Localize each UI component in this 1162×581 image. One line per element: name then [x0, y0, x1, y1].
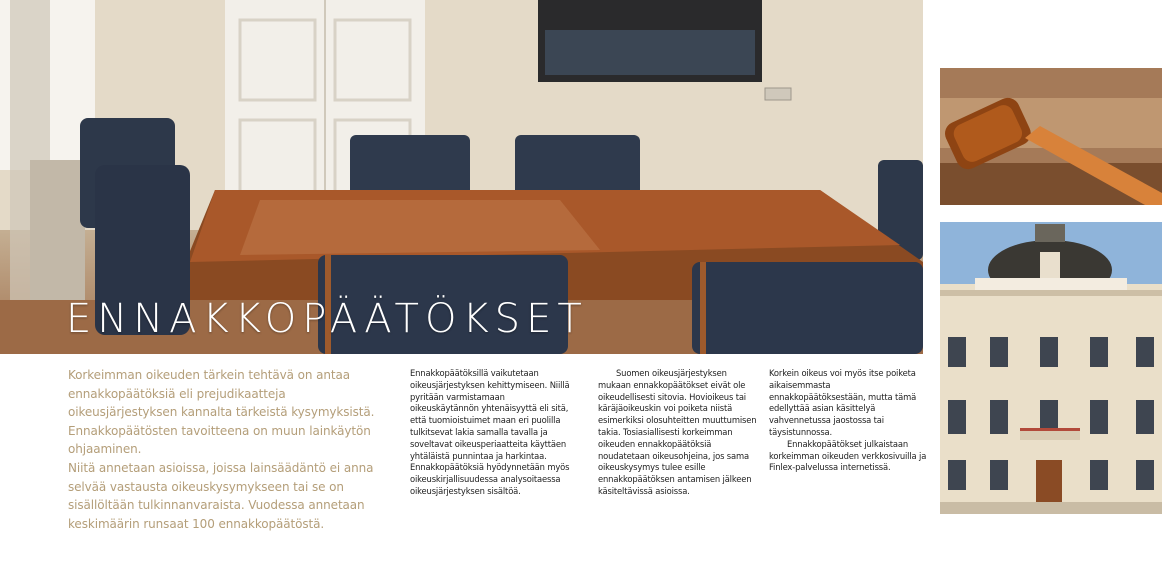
courthouse-photo — [940, 222, 1162, 514]
text-column-2 — [598, 368, 758, 498]
text-column-1 — [410, 368, 570, 498]
gavel-photo — [940, 68, 1162, 205]
column-1-paragraph: Ennakkopäätöksillä vaikutetaan oikeusjärjestyksen kehittymiseen. Niillä pyritään varmistamaan oikeuskäytännön yhtenäisyyttä eli sitä, että tuomioistuimet maan eri puolilla tulkitsevat lakia samalla tavalla ja soveltavat oikeusperiaatteita käyttäen yhtäläistä punnintaa ja harkintaa. Ennakkopäätöksiä hyödynnetään myös oikeuskirjallisuudessa analysoitaessa oikeusjärjestyksen sisältöä. — [410, 368, 570, 496]
column-3-paragraph-1: Korkein oikeus voi myös itse poiketa aikaisemmasta ennakkopäätöksestään, mutta tämä edellyttää asian käsittelyä vahvennetussa jaostossa tai täysistunnossa. — [769, 368, 917, 437]
intro-paragraph-2: Niitä annetaan asioissa, joissa lainsäädäntö ei anna selvää vastausta oikeuskysymykseen tai se on sisällöltään tulkinnanvaraista. Vuodessa annetaan keskimäärin runsaat 100 ennakkopäätöstä. — [68, 460, 374, 531]
courthouse-illustration — [940, 222, 1162, 514]
page-title: ENNAKKOPÄÄTÖKSET — [66, 296, 588, 342]
intro-text — [68, 366, 388, 533]
column-2-paragraph: Suomen oikeusjärjestyksen mukaan ennakkopäätökset eivät ole oikeudellisesti sitovia. Hovioikeus tai käräjäoikeuskin voi poiketa niistä esimerkiksi olosuhteitten muuttumisen takia. Tosiasiallisesti korkeimman oikeuden ennakkopäätöksiä noudatetaan oikeusohjeina, jos sama oikeuskysymys tulee esille ennakkopäätöksen antamisen jälkeen käsiteltävissä asioissa. — [598, 368, 757, 496]
gavel-illustration — [940, 68, 1162, 205]
meeting-room-photo — [0, 0, 923, 354]
intro-paragraph-1: Korkeimman oikeuden tärkein tehtävä on antaa ennakkopäätöksiä eli prejudikaatteja oikeusjärjestyksen kannalta tärkeistä kysymyksistä. Ennakkopäätösten tavoitteena on muun lainkäytön ohjaaminen. — [68, 368, 375, 457]
column-3-paragraph-2: Ennakkopäätökset julkaistaan korkeimman oikeuden verkkosivuilla ja Finlex-palvelussa internetissä. — [769, 438, 927, 473]
text-column-3 — [769, 368, 929, 474]
